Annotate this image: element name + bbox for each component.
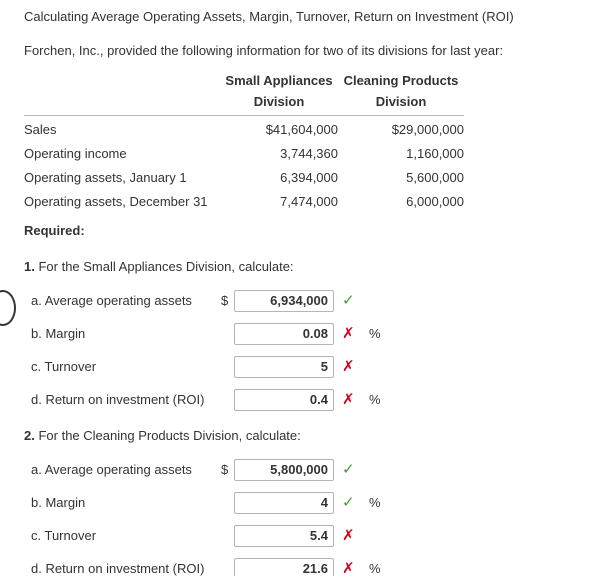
x-mark-icon: ✗ [342, 325, 355, 342]
question-label: b. Margin [31, 495, 86, 510]
required-heading: Required: [24, 223, 85, 238]
table-row-label: Operating assets, January 1 [24, 170, 187, 185]
cleaning-products-value: $29,000,000 [391, 122, 464, 137]
part1-number: 1. [24, 259, 35, 274]
answer-input[interactable]: 21.6 [234, 558, 334, 576]
answer-input[interactable]: 0.4 [234, 389, 334, 411]
part2-number: 2. [24, 428, 35, 443]
question-label: b. Margin [31, 326, 86, 341]
small-appliances-value: $41,604,000 [265, 122, 338, 137]
x-mark-icon: ✗ [342, 527, 355, 544]
cleaning-products-value: 5,600,000 [406, 170, 464, 185]
col-header-small-appliances [219, 73, 339, 109]
table-row-label: Operating income [24, 146, 127, 161]
part1-heading [24, 259, 294, 274]
table-row-label: Operating assets, December 31 [24, 194, 208, 209]
x-mark-icon: ✗ [342, 391, 355, 408]
percent-suffix: % [369, 392, 381, 407]
checkmark-icon: ✓ [342, 461, 355, 478]
question-label: a. Average operating assets [31, 462, 192, 477]
small-appliances-value: 7,474,000 [280, 194, 338, 209]
col-header-small-line1: Small Appliances [225, 73, 333, 88]
checkmark-icon: ✓ [342, 292, 355, 309]
checkmark-icon: ✓ [342, 494, 355, 511]
question-label: c. Turnover [31, 359, 97, 374]
percent-suffix: % [369, 561, 381, 576]
question-label: d. Return on investment (ROI) [31, 392, 205, 407]
answer-input[interactable]: 5,800,000 [234, 459, 334, 481]
cleaning-products-value: 1,160,000 [406, 146, 464, 161]
header-divider [24, 115, 464, 116]
question-label: d. Return on investment (ROI) [31, 561, 205, 576]
answer-input[interactable]: 6,934,000 [234, 290, 334, 312]
small-appliances-value: 3,744,360 [280, 146, 338, 161]
answer-input[interactable]: 0.08 [234, 323, 334, 345]
percent-suffix: % [369, 495, 381, 510]
question-label: c. Turnover [31, 528, 97, 543]
col-header-small-line2: Division [253, 94, 305, 109]
part2-text: For the Cleaning Products Division, calculate: [38, 428, 301, 443]
selection-ring [0, 290, 16, 326]
part1-text: For the Small Appliances Division, calculate: [38, 259, 294, 274]
dollar-prefix: $ [221, 293, 229, 308]
col-header-cleaning-line2: Division [375, 94, 427, 109]
page-title: Calculating Average Operating Assets, Margin, Turnover, Return on Investment (ROI) [24, 9, 514, 24]
part2-heading [24, 428, 301, 443]
small-appliances-value: 6,394,000 [280, 170, 338, 185]
percent-suffix: % [369, 326, 381, 341]
question-label: a. Average operating assets [31, 293, 192, 308]
answer-input[interactable]: 4 [234, 492, 334, 514]
table-row-label: Sales [24, 122, 57, 137]
cleaning-products-value: 6,000,000 [406, 194, 464, 209]
answer-input[interactable]: 5.4 [234, 525, 334, 547]
x-mark-icon: ✗ [342, 358, 355, 375]
col-header-cleaning-products [341, 73, 461, 109]
dollar-prefix: $ [221, 462, 229, 477]
col-header-cleaning-line1: Cleaning Products [343, 73, 459, 88]
x-mark-icon: ✗ [342, 560, 355, 576]
intro-text: Forchen, Inc., provided the following information for two of its divisions for last year: [24, 43, 504, 58]
answer-input[interactable]: 5 [234, 356, 334, 378]
